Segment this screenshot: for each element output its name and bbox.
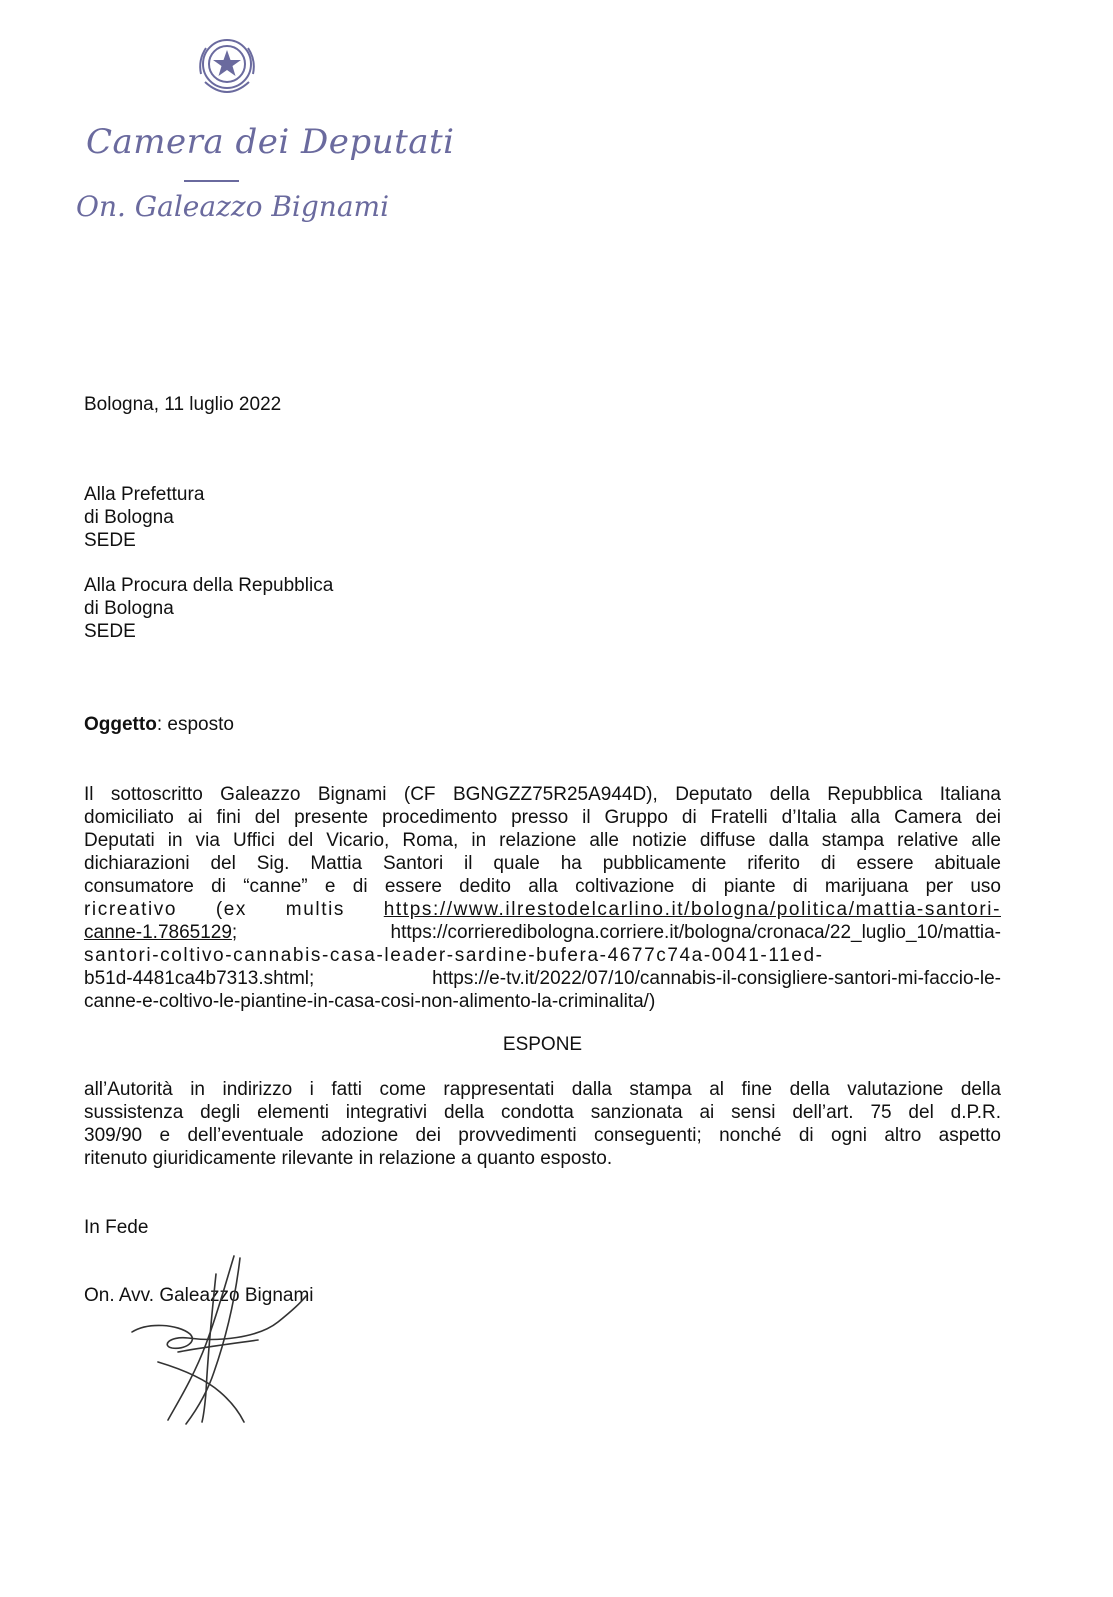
- body-line: canne-e-coltivo-le-piantine-in-casa-cosi-non-alimento-la-criminalita/): [84, 991, 656, 1012]
- closing: In Fede: [84, 1217, 149, 1238]
- body-line: Il sottoscritto Galeazzo Bignami (CF BGNGZZ75R25A944D), Deputato della Repubblica Italiana: [84, 784, 1001, 805]
- source-link-1-continued[interactable]: canne-1.7865129: [84, 922, 232, 943]
- recipient-1-line2: di Bologna: [84, 507, 174, 528]
- body-line: domiciliato ai fini del presente procedimento presso il Gruppo di Fratelli d’Italia alla Camera dei: [84, 807, 1001, 828]
- body-paragraph: [84, 783, 1001, 1013]
- source-link-1[interactable]: https://www.ilrestodelcarlino.it/bologna/politica/mattia-santori-: [383, 899, 1001, 920]
- subject-label: Oggetto: [84, 714, 157, 735]
- expose-line: ritenuto giuridicamente rilevante in relazione a quanto esposto.: [84, 1148, 613, 1169]
- recipient-2-line2: di Bologna: [84, 598, 174, 619]
- expose-line: sussistenza degli elementi integrativi della condotta sanzionata ai sensi dell’art. 75 del d.P.R.: [84, 1102, 1001, 1123]
- body-line: consumatore di “canne” e di essere dedito alla coltivazione di piante di marijuana per uso: [84, 876, 1001, 897]
- body-line: Deputati in via Uffici del Vicario, Roma, in relazione alle notizie diffuse dalla stampa relative alle: [84, 830, 1001, 851]
- body-line-prefix: ricreativo (ex multis: [84, 899, 384, 920]
- signatory-name: On. Avv. Galeazzo Bignami: [84, 1285, 314, 1306]
- body-line: dichiarazioni del Sig. Mattia Santori il quale ha pubblicamente riferito di essere abituale: [84, 853, 1001, 874]
- italian-emblem-icon: [190, 30, 264, 104]
- letterhead: [76, 30, 455, 223]
- subject-text: esposto: [162, 714, 234, 735]
- expose-paragraph: [84, 1078, 1001, 1170]
- letterhead-member: On. Galeazzo Bignami: [76, 190, 390, 223]
- expose-line: 309/90 e dell’eventuale adozione dei provvedimenti conseguenti; nonché di ogni altro aspetto: [84, 1125, 1001, 1146]
- body-line: santori-coltivo-cannabis-casa-leader-sardine-bufera-4677c74a-0041-11ed-: [84, 945, 824, 966]
- expose-line: all’Autorità in indirizzo i fatti come rappresentati dalla stampa al fine della valutazione della: [84, 1079, 1001, 1100]
- body-line-with-link: [84, 921, 1001, 944]
- recipient-2-line1: Alla Procura della Repubblica: [84, 575, 334, 596]
- date-line: Bologna, 11 luglio 2022: [84, 394, 282, 415]
- body-line-links: ; https://corrieredibologna.corriere.it/bologna/cronaca/22_luglio_10/mattia-: [231, 922, 1001, 943]
- body-line: b51d-4481ca4b7313.shtml; https://e-tv.it/2022/07/10/cannabis-il-consigliere-santori-mi-faccio-le-: [84, 968, 1001, 989]
- recipient-2-line3: SEDE: [84, 621, 136, 642]
- handwritten-signature: [128, 1252, 310, 1428]
- recipient-1-line3: SEDE: [84, 530, 136, 551]
- section-heading: ESPONE: [502, 1034, 583, 1055]
- subject-separator: :: [156, 714, 163, 735]
- letterhead-institution: Camera dei Deputati: [86, 122, 455, 162]
- recipient-1-line1: Alla Prefettura: [84, 484, 205, 505]
- subject-line: [84, 713, 234, 736]
- letterhead-divider: [184, 180, 239, 182]
- body-line-with-link: [84, 898, 1001, 921]
